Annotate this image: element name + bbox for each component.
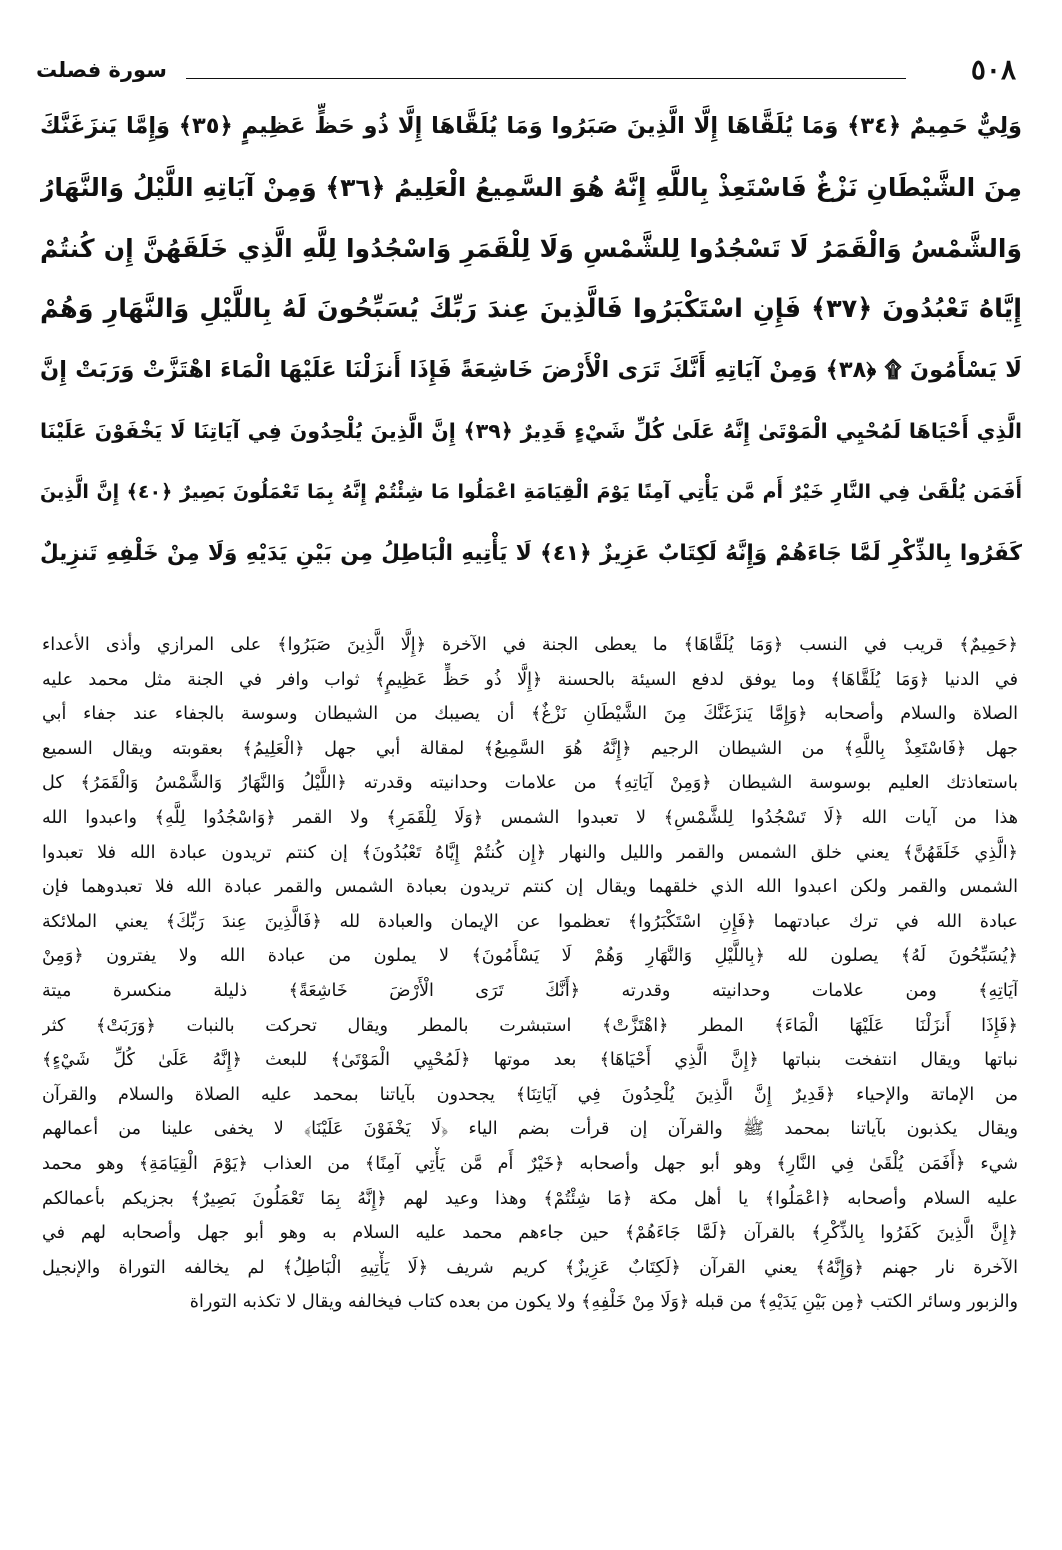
quran-line: إِيَّاهُ تَعْبُدُونَ ﴿٣٧﴾ فَإِنِ اسْتَكْبَرُوا فَالَّذِينَ عِندَ رَبِّكَ يُسَبِّحُونَ لَهُ بِاللَّيْلِ وَالنَّهَارِ وَهُمْ bbox=[40, 294, 1022, 324]
commentary-line: شيء ﴿أَفَمَن يُلْقَىٰ فِي النَّارِ﴾ وهو أبو جهل وأصحابه ﴿خَيْرٌ أَم مَّن يَأْتِي آمِنًا﴾ من العذاب ﴿يَوْمَ الْقِيَامَةِ﴾ وهو محمد bbox=[42, 1153, 1018, 1174]
commentary-line: ﴿فَإِذَا أَنزَلْنَا عَلَيْهَا الْمَاءَ﴾ المطر ﴿اهْتَزَّتْ﴾ استبشرت بالمطر ويقال تحركت بالنبات ﴿وَرَبَتْ﴾ كثر bbox=[42, 1015, 1018, 1036]
commentary-line: في الدنيا ﴿وَمَا يُلَقَّاهَا﴾ وما يوفق لدفع السيئة بالحسنة ﴿إِلَّا ذُو حَظٍّ عَظِيمٍ﴾ ثواب وافر في الجنة مثل محمد عليه bbox=[42, 669, 1018, 690]
quran-line: الَّذِي أَحْيَاهَا لَمُحْيِي الْمَوْتَىٰ إِنَّهُ عَلَىٰ كُلِّ شَيْءٍ قَدِيرٌ ﴿٣٩﴾ إِنَّ الَّذِينَ يُلْحِدُونَ فِي آيَاتِنَا لَا يَخْفَوْنَ عَلَيْنَا bbox=[40, 419, 1022, 443]
commentary-line: آيَاتِهِ﴾ ومن علامات وحدانيته وقدرته ﴿أَنَّكَ تَرَى الْأَرْضَ خَاشِعَةً﴾ ذليلة منكسرة ميتة bbox=[42, 980, 1018, 1001]
quran-line: أَفَمَن يُلْقَىٰ فِي النَّارِ خَيْرٌ أَم مَّن يَأْتِي آمِنًا يَوْمَ الْقِيَامَةِ اعْمَلُوا مَا شِئْتُمْ إِنَّهُ بِمَا تَعْمَلُونَ بَصِيرٌ ﴿٤٠﴾ إِنَّ الَّذِينَ bbox=[40, 481, 1022, 503]
commentary-line: ﴿يُسَبِّحُونَ لَهُ﴾ يصلون لله ﴿بِاللَّيْلِ وَالنَّهَارِ وَهُمْ لَا يَسْأَمُونَ﴾ لا يملون من عبادة الله ولا يفترون ﴿وَمِنْ bbox=[42, 946, 1018, 967]
page-header bbox=[36, 52, 1016, 88]
commentary-line: عبادة الله في ترك عبادتهما ﴿فَإِنِ اسْتَكْبَرُوا﴾ تعظموا عن الإيمان والعبادة لله ﴿فَالَّذِينَ عِندَ رَبِّكَ﴾ يعني الملائكة bbox=[42, 911, 1018, 932]
commentary-line: ﴿الَّذِي خَلَقَهُنَّ﴾ يعني خلق الشمس والقمر والليل والنهار ﴿إِن كُنتُمْ إِيَّاهُ تَعْبُدُونَ﴾ إن كنتم تريدون عبادة الله فلا تعبدوا bbox=[42, 842, 1018, 863]
page-number: ٥٠٨ bbox=[970, 53, 1016, 86]
commentary-line: عليه السلام وأصحابه ﴿اعْمَلُوا﴾ يا أهل مكة ﴿مَا شِئْتُمْ﴾ وهذا وعيد لهم ﴿إِنَّهُ بِمَا تَعْمَلُونَ بَصِيرٌ﴾ بجزيكم بأعمالكم bbox=[42, 1188, 1018, 1209]
commentary-line: ﴿حَمِيمٌ﴾ قريب في النسب ﴿وَمَا يُلَقَّاهَا﴾ ما يعطى الجنة في الآخرة ﴿إِلَّا الَّذِينَ صَبَرُوا﴾ على المرازي وأذى الأعداء bbox=[42, 635, 1018, 655]
commentary-line: جهل ﴿فَاسْتَعِذْ بِاللَّهِ﴾ من الشيطان الرجيم ﴿إِنَّهُ هُوَ السَّمِيعُ﴾ لمقالة أبي جهل ﴿الْعَلِيمُ﴾ بعقوبته ويقال السميع bbox=[42, 738, 1018, 759]
commentary-line: ويقال يكذبون بآياتنا بمحمد ﷺ والقرآن إن قرأت بضم الياء ﴿لَا يَخْفَوْنَ عَلَيْنَا﴾ لا يخفى علينا من أعمالهم bbox=[42, 1119, 1018, 1140]
quran-line: وَالشَّمْسُ وَالْقَمَرُ لَا تَسْجُدُوا لِلشَّمْسِ وَلَا لِلْقَمَرِ وَاسْجُدُوا لِلَّهِ الَّذِي خَلَقَهُنَّ إِن كُنتُمْ bbox=[40, 234, 1022, 263]
quran-line: لَا يَسْأَمُونَ ۩ ﴿٣٨﴾ وَمِنْ آيَاتِهِ أَنَّكَ تَرَى الْأَرْضَ خَاشِعَةً فَإِذَا أَنزَلْنَا عَلَيْهَا الْمَاءَ اهْتَزَّتْ وَرَبَتْ إِنَّ bbox=[40, 357, 1022, 383]
commentary-line: الشمس والقمر ولكن اعبدوا الله الذي خلقهما ويقال إن كنتم تريدون بعبادة الشمس والقمر عبادة الله فلا تعبدوهما فإن bbox=[42, 877, 1018, 898]
commentary-line: نباتها ويقال انتفخت بنباتها ﴿إِنَّ الَّذِي أَحْيَاهَا﴾ بعد موتها ﴿لَمُحْيِي الْمَوْتَىٰ﴾ للبعث ﴿إِنَّهُ عَلَىٰ كُلِّ شَيْءٍ﴾ bbox=[42, 1050, 1018, 1071]
commentary-line: باستعاذتك العليم بوسوسة الشيطان ﴿وَمِنْ آيَاتِهِ﴾ من علامات وحدانيته وقدرته ﴿اللَّيْلُ وَالنَّهَارُ وَالشَّمْسُ وَالْقَمَرُ﴾ كل bbox=[42, 773, 1018, 794]
commentary-line: ﴿إِنَّ الَّذِينَ كَفَرُوا بِالذِّكْرِ﴾ بالقرآن ﴿لَمَّا جَاءَهُمْ﴾ حين جاءهم محمد عليه السلام به وهو أبو جهل وأصحابه لهم في bbox=[42, 1223, 1018, 1244]
commentary-line: والزبور وسائر الكتب ﴿مِن بَيْنِ يَدَيْهِ﴾ من قبله ﴿وَلَا مِنْ خَلْفِهِ﴾ ولا يكون من بعده كتاب فيخالفه ويقال لا تكذبه التوراة bbox=[189, 1292, 1018, 1313]
quran-line: كَفَرُوا بِالذِّكْرِ لَمَّا جَاءَهُمْ وَإِنَّهُ لَكِتَابٌ عَزِيزٌ ﴿٤١﴾ لَا يَأْتِيهِ الْبَاطِلُ مِن بَيْنِ يَدَيْهِ وَلَا مِنْ خَلْفِهِ تَنزِيلٌ bbox=[40, 541, 1022, 566]
quran-line: مِنَ الشَّيْطَانِ نَزْغٌ فَاسْتَعِذْ بِاللَّهِ إِنَّهُ هُوَ السَّمِيعُ الْعَلِيمُ ﴿٣٦﴾ وَمِنْ آيَاتِهِ اللَّيْلُ وَالنَّهَارُ bbox=[40, 173, 1022, 202]
header-rule bbox=[186, 78, 906, 79]
commentary-block bbox=[42, 628, 1018, 1320]
commentary-line: هذا من آيات الله ﴿لَا تَسْجُدُوا لِلشَّمْسِ﴾ لا تعبدوا الشمس ﴿وَلَا لِلْقَمَرِ﴾ ولا القمر ﴿وَاسْجُدُوا لِلَّهِ﴾ واعبدوا الله bbox=[42, 807, 1018, 828]
quran-line: وَلِيٌّ حَمِيمٌ ﴿٣٤﴾ وَمَا يُلَقَّاهَا إِلَّا الَّذِينَ صَبَرُوا وَمَا يُلَقَّاهَا إِلَّا ذُو حَظٍّ عَظِيمٍ ﴿٣٥﴾ وَإِمَّا يَنزَغَنَّكَ bbox=[40, 113, 1022, 139]
commentary-line: الصلاة والسلام وأصحابه ﴿وَإِمَّا يَنزَغَنَّكَ مِنَ الشَّيْطَانِ نَزْغٌ﴾ أن يصيبك من الشيطان وسوسة بالجفاء عند جفاء أبي bbox=[42, 704, 1018, 725]
commentary-line: من الإماتة والإحياء ﴿قَدِيرٌ إِنَّ الَّذِينَ يُلْحِدُونَ فِي آيَاتِنَا﴾ يجحدون بآياتنا بمحمد عليه الصلاة والسلام والقرآن bbox=[42, 1084, 1018, 1105]
quran-text-block bbox=[40, 96, 1022, 586]
commentary-line: الآخرة نار جهنم ﴿وَإِنَّهُ﴾ يعني القرآن ﴿لَكِتَابٌ عَزِيزٌ﴾ كريم شريف ﴿لَا يَأْتِيهِ الْبَاطِلُ﴾ لم يخالفه التوراة والإنجيل bbox=[42, 1257, 1018, 1278]
surah-name: سورة فصلت bbox=[36, 58, 167, 82]
